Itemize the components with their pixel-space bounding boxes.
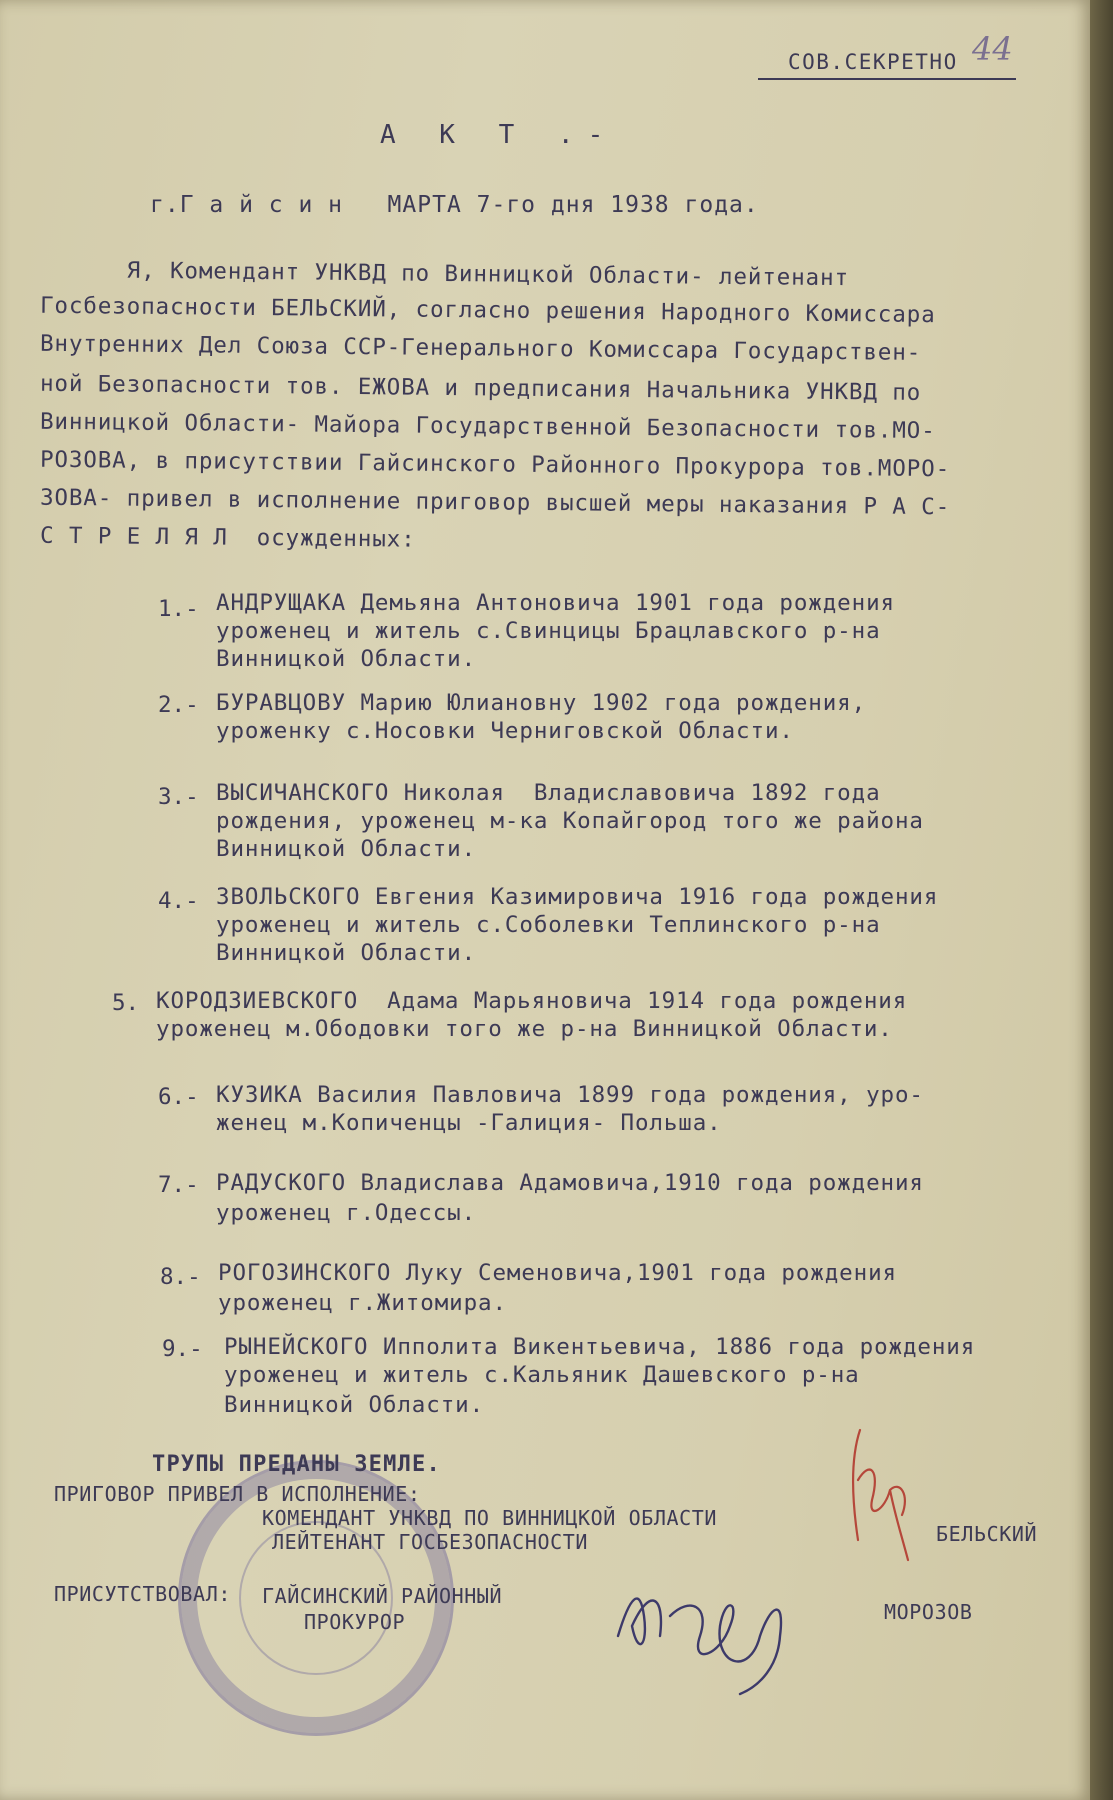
item-line: РАДУСКОГО Владислава Адамовича,1910 года рождения [216, 1170, 924, 1196]
item-number: 1.- [158, 596, 199, 622]
present-title-line: ПРОКУРОР [304, 1610, 406, 1634]
item-line: Винницкой Области. [216, 836, 477, 862]
present-label: ПРИСУТСТВОВАЛ: [54, 1582, 231, 1606]
present-title-line: ГАЙСИНСКИЙ РАЙОННЫЙ [262, 1584, 503, 1608]
prosecutor-signature [610, 1556, 800, 1696]
item-line: КУЗИКА Василия Павловича 1899 года рождения, уро- [216, 1082, 924, 1108]
item-line: БУРАВЦОВУ Марию Юлиановну 1902 года рождения, [216, 690, 867, 716]
classification-text: СОВ.СЕКРЕТНО [788, 50, 958, 74]
intro-line: С Т Р Е Л Я Л осужденных: [39, 522, 416, 553]
item-number: 7.- [158, 1172, 199, 1198]
present-name: МОРОЗОВ [884, 1600, 973, 1624]
item-line: ВЫСИЧАНСКОГО Николая Владиславовича 1892 года [216, 780, 881, 806]
item-line: АНДРУЩАКА Демьяна Антоновича 1901 года рождения [216, 590, 895, 616]
item-line: уроженец и житель с.Кальяник Дашевского р-на [224, 1362, 860, 1388]
item-line: уроженец и житель с.Свинцицы Брацлавского р-на [216, 618, 881, 644]
intro-line: Внутренних Дел Союза ССР-Генерального Комиссара Государствен- [39, 330, 922, 366]
item-number: 5. [112, 990, 140, 1016]
page-edge-shadow [1090, 0, 1113, 1800]
item-number: 4.- [158, 888, 199, 914]
item-number: 9.- [162, 1336, 203, 1362]
item-number: 2.- [158, 692, 199, 718]
item-number: 3.- [158, 784, 199, 810]
document-title: А К Т .- [380, 120, 618, 150]
executor-name: БЕЛЬСКИЙ [936, 1522, 1038, 1546]
intro-line: ной Безопасности тов. ЕЖОВА и предписания Начальника УНКВД по [39, 370, 922, 406]
item-line: Винницкой Области. [216, 940, 477, 966]
intro-line: Госбезопасности БЕЛЬСКИЙ, согласно решения Народного Комиссара [39, 292, 936, 329]
executor-title-line: ЛЕЙТЕНАНТ ГОСБЕЗОПАСНОСТИ [272, 1530, 589, 1554]
buried-statement: ТРУПЫ ПРЕДАНЫ ЗЕМЛЕ. [152, 1452, 441, 1477]
item-number: 8.- [160, 1264, 201, 1290]
item-line: ЗВОЛЬСКОГО Евгения Казимировича 1916 года рождения [216, 884, 939, 910]
item-line: Винницкой Области. [224, 1392, 485, 1418]
item-line: уроженец м.Ободовки того же р-на Винницкой Области. [156, 1016, 893, 1042]
intro-line: ЗОВА- привел в исполнение приговор высшей меры наказания Р А С- [39, 484, 951, 521]
intro-line: Я, Комендант УНКВД по Винницкой Области- лейтенант [39, 256, 850, 292]
item-line: уроженец и житель с.Соболевки Теплинского р-на [216, 912, 881, 938]
item-line: уроженку с.Носовки Черниговской Области. [216, 718, 794, 744]
item-number: 6.- [158, 1084, 199, 1110]
item-line: женец м.Копиченцы -Галиция- Польша. [216, 1110, 722, 1136]
intro-line: РОЗОВА, в присутствии Гайсинского Районного Прокурора тов.МОРО- [39, 446, 951, 483]
item-line: Винницкой Области. [216, 646, 477, 672]
item-line: РЫНЕЙСКОГО Ипполита Викентьевича, 1886 года рождения [224, 1334, 976, 1360]
intro-line: Винницкой Области- Майора Государственной Безопасности тов.МО- [39, 408, 936, 445]
executor-signature [840, 1420, 930, 1570]
item-line: уроженец г.Одессы. [216, 1200, 477, 1226]
item-line: уроженец г.Житомира. [218, 1290, 507, 1316]
classification-underline [758, 78, 1016, 80]
page-number: 44 [972, 30, 1013, 68]
executor-title-line: КОМЕНДАНТ УНКВД ПО ВИННИЦКОЙ ОБЛАСТИ [262, 1506, 718, 1530]
place-and-date: г.Г а й с и н МАРТА 7-го дня 1938 года. [150, 192, 759, 218]
item-line: рождения, уроженец м-ка Копайгород того же района [216, 808, 924, 834]
item-line: РОГОЗИНСКОГО Луку Семеновича,1901 года рождения [218, 1260, 897, 1286]
executed-label: ПРИГОВОР ПРИВЕЛ В ИСПОЛНЕНИЕ: [54, 1482, 421, 1506]
item-line: КОРОДЗИЕВСКОГО Адама Марьяновича 1914 года рождения [156, 988, 908, 1014]
